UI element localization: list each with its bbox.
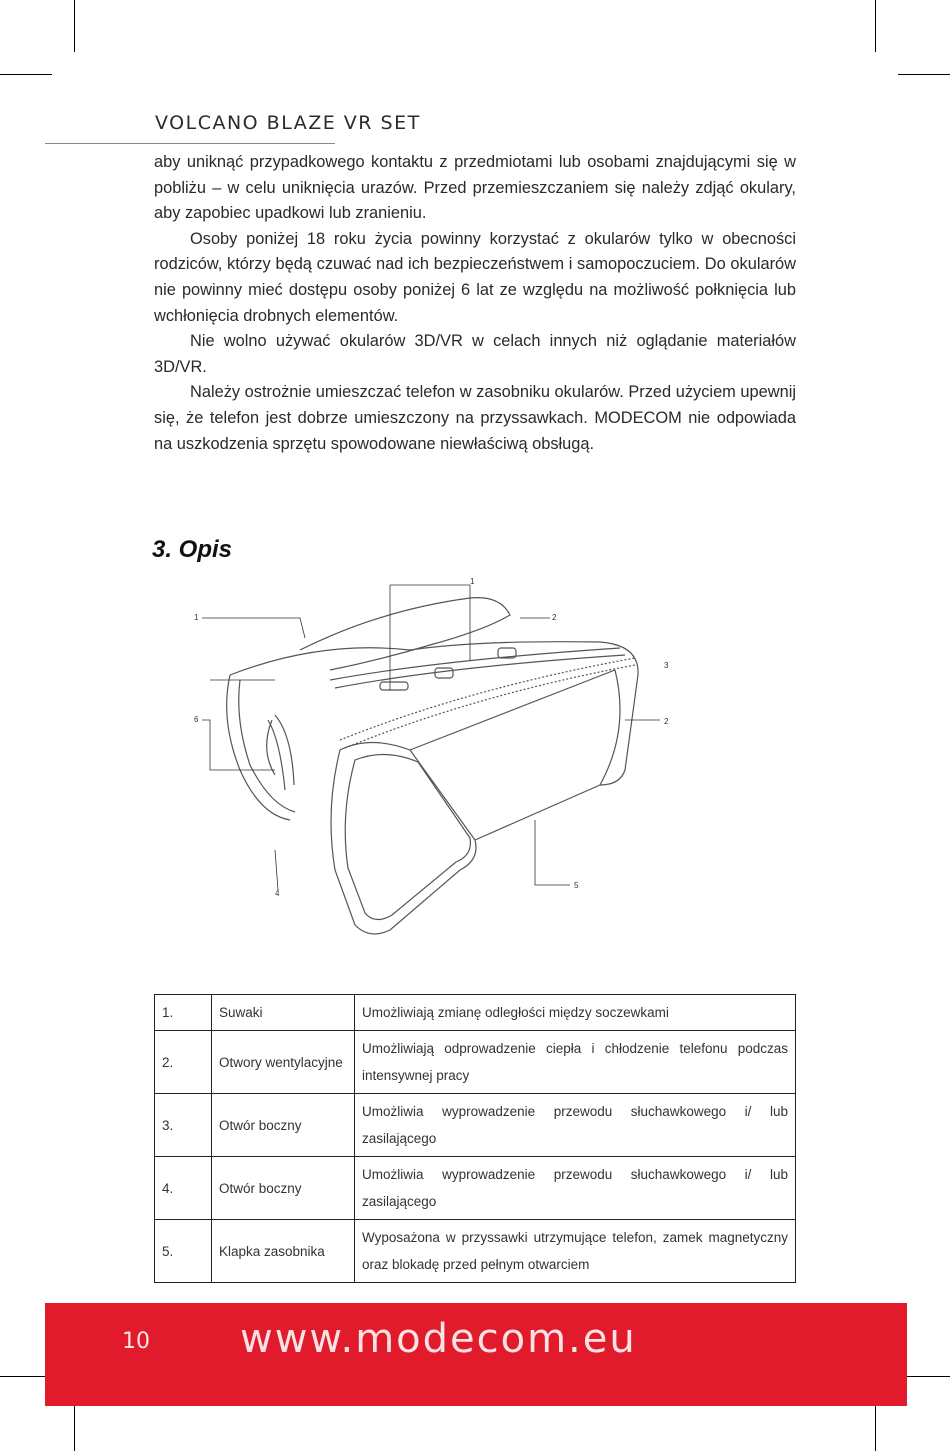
callout-label: 3 [664,661,669,670]
page-number: 10 [122,1329,150,1354]
row-name: Suwaki [212,995,355,1031]
row-number: 5. [155,1220,212,1283]
callout-label: 4 [275,889,280,898]
section-title: 3. Opis [152,536,233,563]
paragraph: Należy ostrożnie umieszczać telefon w zasobniku okularów. Przed użyciem upewnij się, że telefon jest dobrze umieszczony na przyssawkach. MODECOM nie odpowiada na uszkodzenia sprzętu spowodowane niewłaściwą obsługą. [154,383,796,453]
row-name: Otwór boczny [212,1094,355,1157]
paragraph: Nie wolno używać okularów 3D/VR w celach innych niż oglądanie materiałów 3D/VR. [154,332,796,376]
vr-headset-illustration [180,570,680,940]
table-row [155,1031,796,1094]
crop-mark [875,0,876,52]
table-row [155,995,796,1031]
row-description: Umożliwia wyprowadzenie przewodu słuchawkowego i/ lub zasilającego [355,1094,796,1157]
body-text [154,150,796,457]
callout-label: 1 [470,577,475,586]
table-row [155,1157,796,1220]
row-number: 3. [155,1094,212,1157]
row-name: Otwór boczny [212,1157,355,1220]
table-row [155,1094,796,1157]
crop-mark [898,74,950,75]
row-description: Umożliwia wyprowadzenie przewodu słuchawkowego i/ lub zasilającego [355,1157,796,1220]
row-name: Otwory wentylacyjne [212,1031,355,1094]
callout-label: 6 [194,715,199,724]
row-number: 2. [155,1031,212,1094]
callout-label: 1 [194,613,199,622]
row-name: Klapka zasobnika [212,1220,355,1283]
callout-label: 2 [552,613,557,622]
footer-url: www.modecom.eu [240,1316,637,1362]
row-description: Wyposażona w przyssawki utrzymujące telefon, zamek magnetyczny oraz blokadę przed pełnym otwarciem [355,1220,796,1283]
row-number: 1. [155,995,212,1031]
crop-mark [0,74,52,75]
row-number: 4. [155,1157,212,1220]
description-table [154,994,796,1283]
paragraph: Osoby poniżej 18 roku życia powinny korzystać z okularów tylko w obecności rodziców, którzy będą czuwać nad ich bezpieczeństwem i samopoczuciem. Do okularów nie powinny mieć dostępu osoby poniżej 6 lat ze względu na możliwość połknięcia lub wchłonięcia drobnych elementów. [154,229,796,325]
row-description: Umożliwiają odprowadzenie ciepła i chłodzenie telefonu podczas intensywnej pracy [355,1031,796,1094]
table-row [155,1220,796,1283]
header-title: VOLCANO BLAZE VR SET [155,112,421,134]
row-description: Umożliwiają zmianę odległości między soczewkami [355,995,796,1031]
crop-mark [74,0,75,52]
paragraph: aby uniknąć przypadkowego kontaktu z przedmiotami lub osobami znajdującymi się w pobliżu – w celu uniknięcia urazów. Przed przemieszczaniem się należy zdjąć okulary, aby zapobiec upadkowi lub zranieniu. [154,153,796,223]
callout-label: 2 [664,717,669,726]
callout-label: 5 [574,881,579,890]
header-divider [45,143,335,144]
